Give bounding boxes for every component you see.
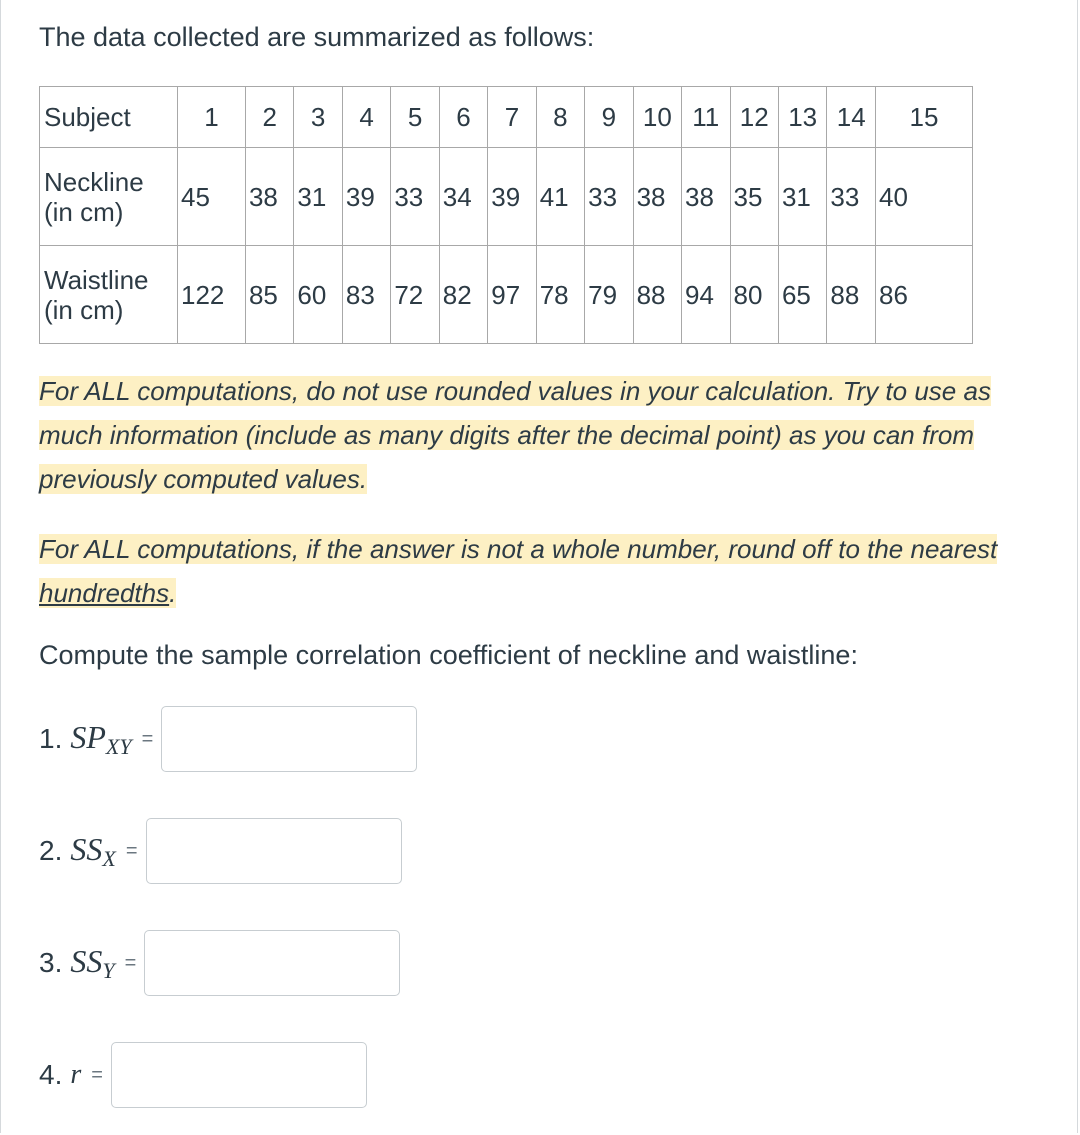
value-cell: 31 xyxy=(294,148,342,246)
subject-cell: 3 xyxy=(294,87,342,148)
row-label-line2: (in cm) xyxy=(44,294,124,325)
value-cell: 122 xyxy=(178,246,246,344)
value-cell: 94 xyxy=(682,246,730,344)
r-answer-input[interactable] xyxy=(111,1042,367,1108)
subject-cell: 1 xyxy=(178,87,246,148)
symbol-main: SS xyxy=(70,830,103,867)
value-cell: 31 xyxy=(778,148,826,246)
item-spxy xyxy=(39,706,417,772)
equals-sign: = xyxy=(91,1063,103,1086)
row-label-line1: Waistline xyxy=(44,264,149,295)
subject-cell: 6 xyxy=(439,87,487,148)
subject-cell: 15 xyxy=(876,87,973,148)
row-label-line2: (in cm) xyxy=(44,196,124,227)
item-number: 2. xyxy=(39,835,63,866)
intro-text: The data collected are summarized as follows: xyxy=(39,22,595,52)
value-cell: 33 xyxy=(391,148,439,246)
symbol-main: SS xyxy=(70,942,103,979)
value-cell: 78 xyxy=(536,246,584,344)
rounding-note xyxy=(39,369,1049,501)
hundredths-note xyxy=(39,527,1049,615)
equals-sign: = xyxy=(124,951,137,974)
value-cell: 97 xyxy=(488,246,536,344)
item-ssy xyxy=(39,930,400,996)
subject-cell: 7 xyxy=(488,87,536,148)
item-number: 4. xyxy=(39,1059,63,1090)
spxy-answer-input[interactable] xyxy=(161,706,417,772)
hundredths-note-before: For ALL computations, if the answer is not a whole number, round off to the nearest xyxy=(39,534,998,564)
value-cell: 82 xyxy=(439,246,487,344)
value-cell: 72 xyxy=(391,246,439,344)
value-cell: 80 xyxy=(730,246,778,344)
header-label: Subject xyxy=(40,87,178,148)
value-cell: 38 xyxy=(682,148,730,246)
value-cell: 86 xyxy=(876,246,973,344)
table-header-row xyxy=(40,87,973,148)
value-cell: 79 xyxy=(585,246,633,344)
value-cell: 34 xyxy=(439,148,487,246)
value-cell: 88 xyxy=(633,246,681,344)
subject-cell: 2 xyxy=(245,87,293,148)
row-label-neckline xyxy=(40,148,178,246)
value-cell: 45 xyxy=(178,148,246,246)
data-table xyxy=(39,86,973,344)
value-cell: 38 xyxy=(633,148,681,246)
row-label-waistline xyxy=(40,246,178,344)
value-cell: 60 xyxy=(294,246,342,344)
value-cell: 39 xyxy=(488,148,536,246)
rounding-note-text: For ALL computations, do not use rounded values in your calculation. Try to use as much information (include as many digits after the decimal point) as you can from previously computed values. xyxy=(39,376,991,494)
item-r xyxy=(39,1042,367,1108)
symbol-main: SP xyxy=(70,718,106,755)
symbol-main: r xyxy=(70,1059,82,1090)
row-label-line1: Neckline xyxy=(44,166,144,197)
hundredths-note-after: . xyxy=(169,578,177,608)
question-text: Compute the sample correlation coefficient of neckline and waistline: xyxy=(39,640,858,670)
subject-cell: 10 xyxy=(633,87,681,148)
value-cell: 33 xyxy=(585,148,633,246)
value-cell: 33 xyxy=(827,148,876,246)
value-cell: 83 xyxy=(342,246,390,344)
value-cell: 39 xyxy=(342,148,390,246)
item-ssx xyxy=(39,818,402,884)
equals-sign: = xyxy=(125,839,138,862)
table-row-neckline xyxy=(40,148,973,246)
item-symbol xyxy=(70,943,114,984)
value-cell: 88 xyxy=(827,246,876,344)
item-number: 3. xyxy=(39,947,63,978)
hundredths-note-text xyxy=(39,534,997,608)
value-cell: 85 xyxy=(245,246,293,344)
subject-cell: 14 xyxy=(827,87,876,148)
value-cell: 38 xyxy=(245,148,293,246)
item-symbol xyxy=(70,719,131,760)
value-cell: 41 xyxy=(536,148,584,246)
value-cell: 65 xyxy=(778,246,826,344)
hundredths-link[interactable]: hundredths xyxy=(39,578,170,608)
item-number: 1. xyxy=(39,723,63,754)
subject-cell: 4 xyxy=(342,87,390,148)
ssx-answer-input[interactable] xyxy=(146,818,402,884)
subject-cell: 8 xyxy=(536,87,584,148)
item-symbol xyxy=(70,1059,81,1091)
symbol-subscript: X xyxy=(102,845,116,871)
ssy-answer-input[interactable] xyxy=(144,930,400,996)
subject-cell: 12 xyxy=(730,87,778,148)
value-cell: 35 xyxy=(730,148,778,246)
subject-cell: 11 xyxy=(682,87,730,148)
subject-cell: 9 xyxy=(585,87,633,148)
symbol-subscript: XY xyxy=(105,733,132,759)
item-symbol xyxy=(70,831,115,872)
symbol-subscript: Y xyxy=(102,957,115,983)
table-row-waistline xyxy=(40,246,973,344)
subject-cell: 5 xyxy=(391,87,439,148)
equals-sign: = xyxy=(141,727,154,750)
value-cell: 40 xyxy=(876,148,973,246)
subject-cell: 13 xyxy=(778,87,826,148)
